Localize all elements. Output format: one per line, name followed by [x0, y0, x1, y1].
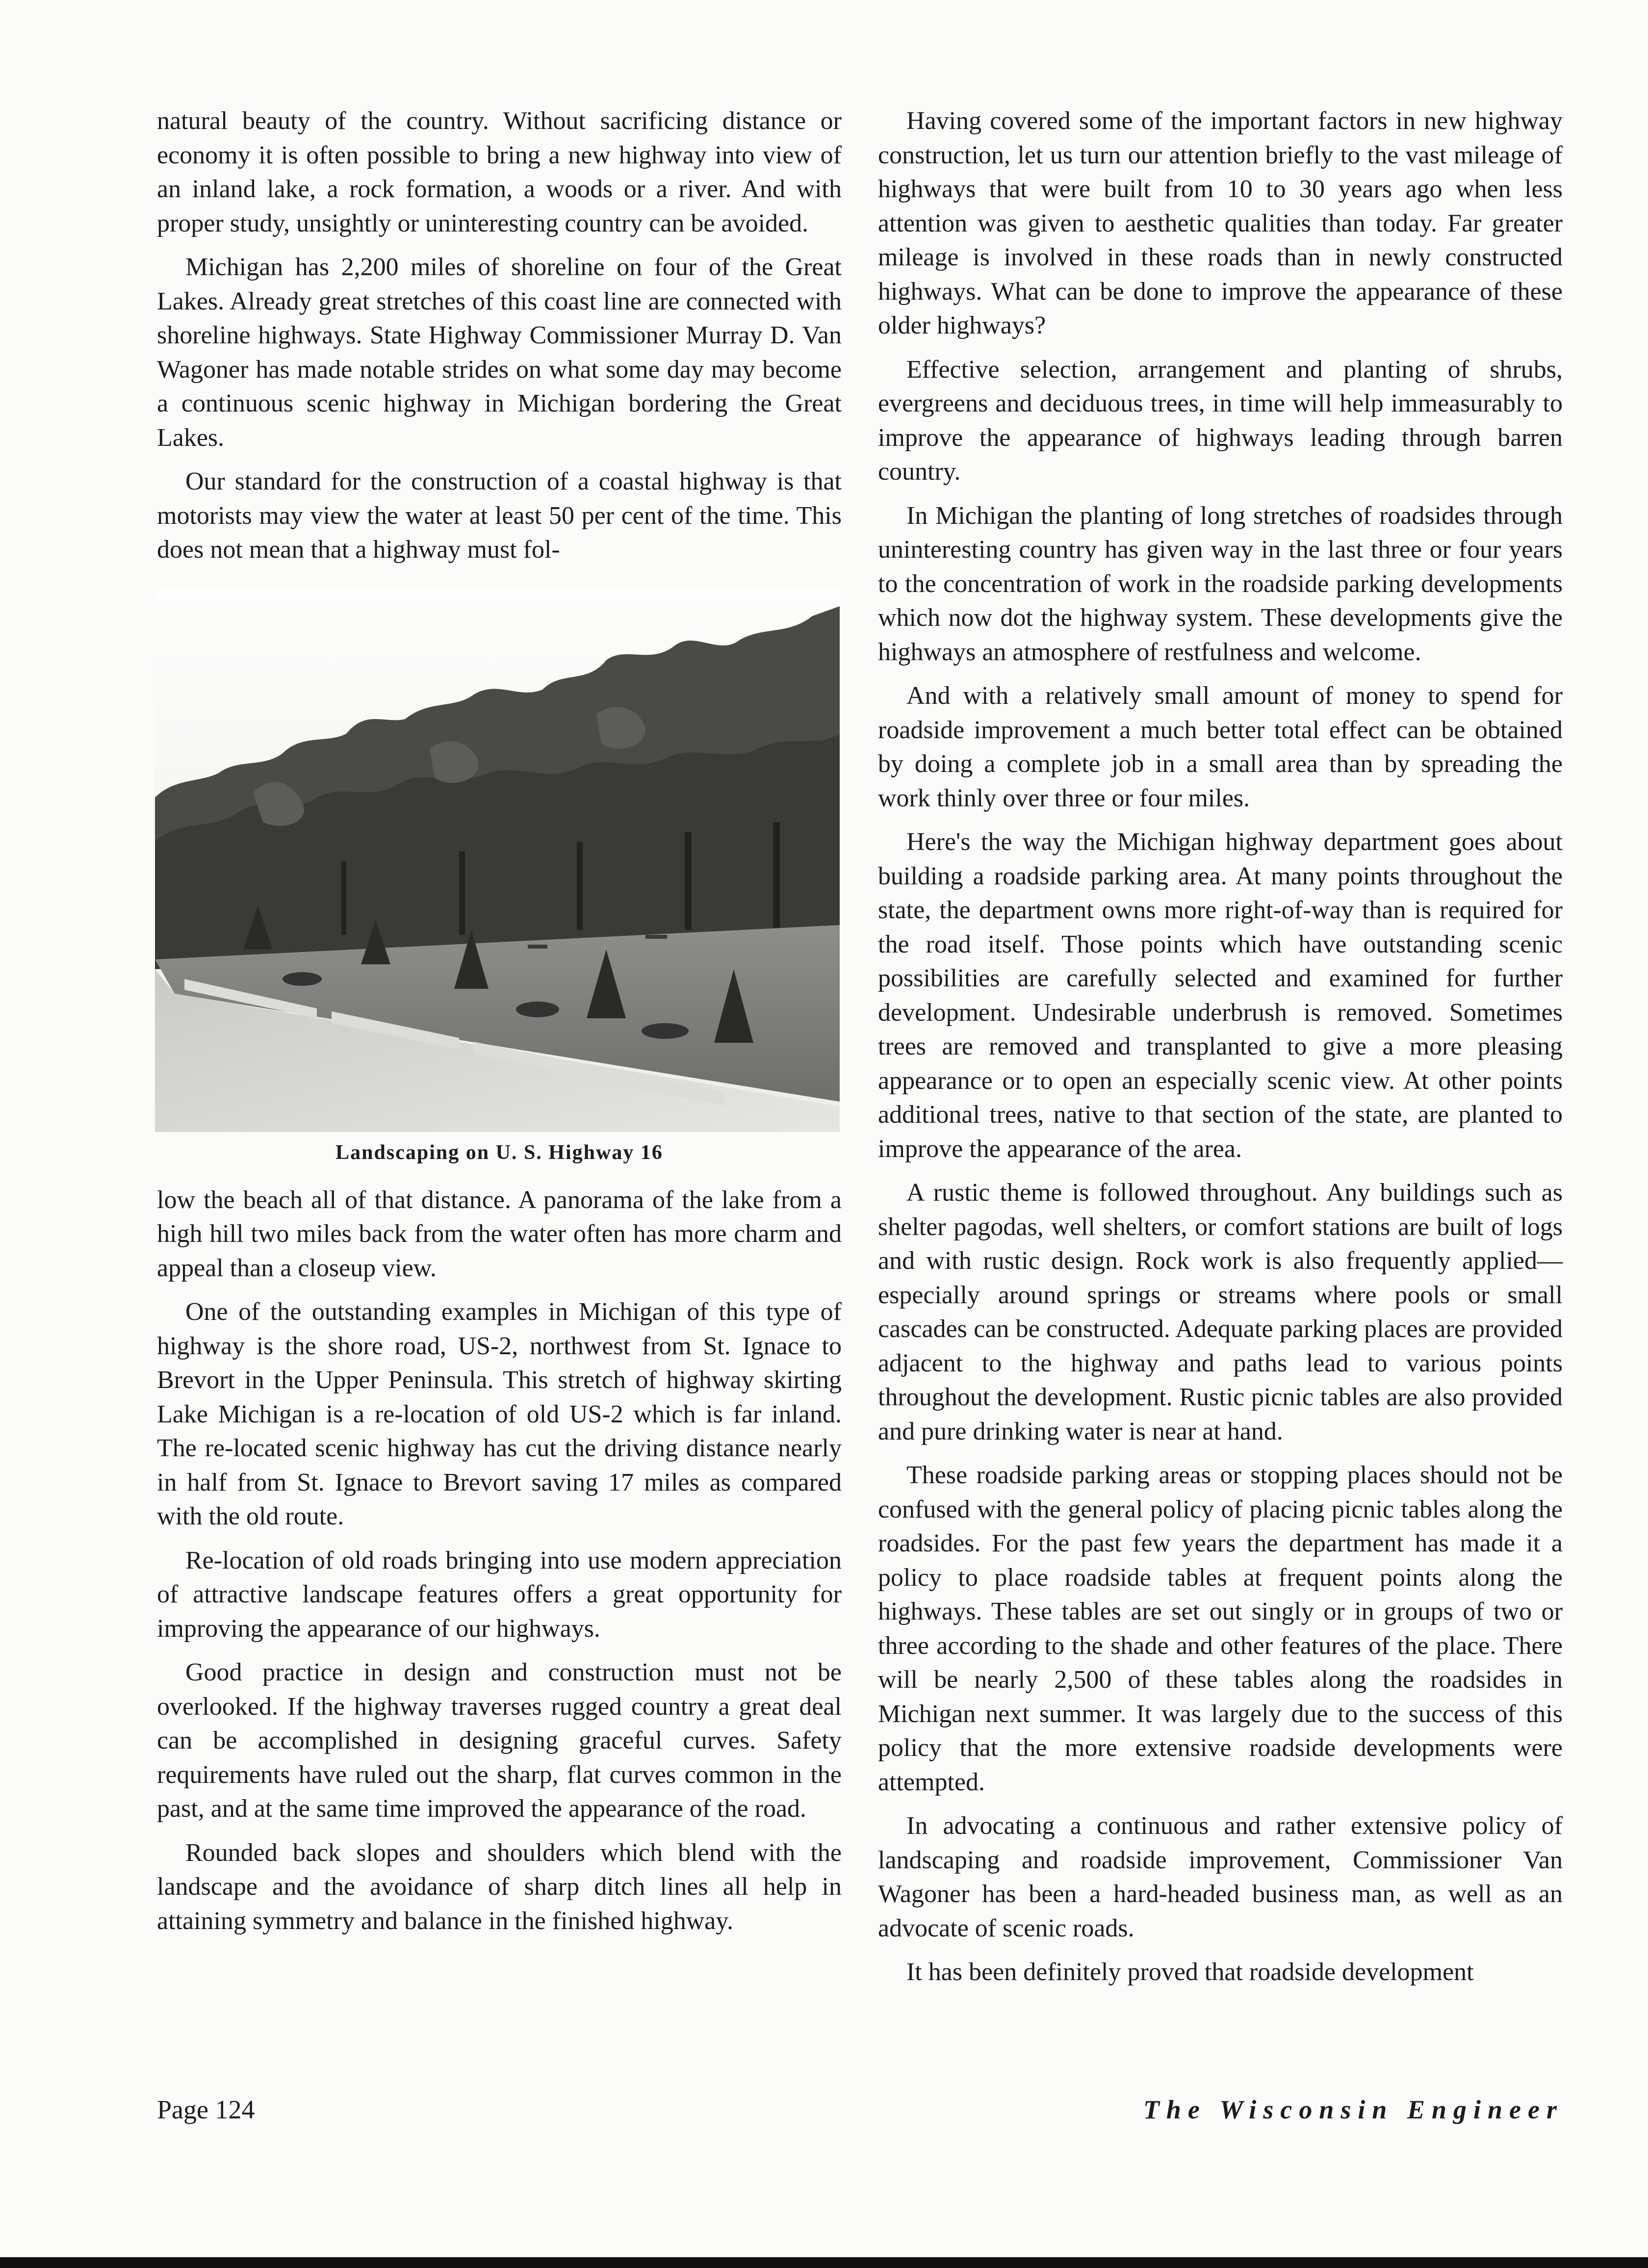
paragraph: Re-location of old roads bringing into use modern appreciation of attractive landscape features offers a great opportunity for improving the appearance of our highways. — [157, 1546, 842, 1643]
paragraph: Rounded back slopes and shoulders which blend with the landscape and the avoidance of sharp ditch lines all help in attaining symmetry and balance in the finished highway. — [157, 1838, 842, 1935]
paragraph: low the beach all of that distance. A panorama of the lake from a high hill two miles back from the water often has more charm and appeal than a closeup view. — [157, 1186, 842, 1282]
paragraph: Effective selection, arrangement and planting of shrubs, evergreens and deciduous trees, in time will help immeasurably to improve the appearance of highways leading through barren country. — [878, 355, 1563, 486]
figure — [157, 587, 842, 1165]
paragraph: And with a relatively small amount of money to spend for roadside improvement a much better total effect can be obtained by doing a complete job in a small area than by spreading the work thinly over three or four miles. — [878, 682, 1563, 812]
paragraph: Having covered some of the important factors in new highway construction, let us turn our attention briefly to the vast mileage of highways that were built from 10 to 30 years ago when less attention was given to aesthetic qualities than today. Far greater mileage is involved in these roads than in newly constructed highways. What can be done to improve the appearance of these older highways? — [878, 107, 1563, 339]
paragraph: In advocating a continuous and rather extensive policy of landscaping and roadside improvement, Commissioner Van Wagoner has been a hard-headed business man, as well as an advocate of scenic roads. — [878, 1812, 1563, 1942]
paragraph: natural beauty of the country. Without sacrificing distance or economy it is often possible to bring a new highway into view of an inland lake, a rock formation, a woods or a river. And with proper study, unsightly or uninteresting country can be avoided. — [157, 107, 842, 237]
scan-edge-band — [0, 2257, 1648, 2268]
paragraph: Here's the way the Michigan highway department goes about building a roadside parking area. At many points throughout the state, the department owns more right-of-way than is required for the road itself. Those points which have outstanding scenic possibilities are carefully selected and examined for further development. Undesirable underbrush is removed. Sometimes trees are removed and transplanted to give a more pleasing appearance or to open an especially scenic view. At other points additional trees, native to that section of the state, are planted to improve the appearance of the area. — [878, 828, 1563, 1163]
paragraph: Michigan has 2,200 miles of shoreline on four of the Great Lakes. Already great stretches of this coast line are connected with shoreline highways. State Highway Commissioner Murray D. Van Wagoner has made notable strides on what some day may become a continuous scenic highway in Michigan bordering the Great Lakes. — [157, 253, 842, 452]
paragraph: These roadside parking areas or stopping places should not be confused with the general policy of placing picnic tables along the roadsides. For the past few years the department has made it a policy to place roadside tables at frequent points along the highways. These tables are set out singly or in groups of two or three according to the shade and other features of the place. There will be nearly 2,500 of these tables along the roadsides in Michigan next summer. It was largely due to the success of this policy that the more extensive roadside developments were attempted. — [878, 1461, 1563, 1796]
paragraph: A rustic theme is followed throughout. Any buildings such as shelter pagodas, well shelters, or comfort stations are built of logs and with rustic design. Rock work is also frequently applied—especially around springs or streams where pools or small cascades can be constructed. Adequate parking places are provided adjacent to the highway and paths lead to various points throughout the development. Rustic picnic tables are also provided and pure drinking water is near at hand. — [878, 1179, 1563, 1445]
journal-title: The Wisconsin Engineer — [1143, 2095, 1564, 2124]
right-column — [878, 104, 1563, 1999]
paragraph: One of the outstanding examples in Michigan of this type of highway is the shore road, US-2, northwest from St. Ignace to Brevort in the Upper Peninsula. This stretch of highway skirting Lake Michigan is a re-location of old US-2 which is far inland. The re-located scenic highway has cut the driving distance nearly in half from St. Ignace to Brevort saving 17 miles as compared with the old route. — [157, 1298, 842, 1530]
highway-landscape-photo — [155, 587, 840, 1132]
paragraph: In Michigan the planting of long stretches of roadsides through uninteresting country has given way in the last three or four years to the concentration of work in the roadside parking developments which now dot the highway system. These developments give the highways an atmosphere of restfulness and welcome. — [878, 501, 1563, 666]
paragraph: It has been definitely proved that roadside development — [906, 1958, 1474, 1986]
paragraph: Good practice in design and construction must not be overlooked. If the highway traverses rugged country a great deal can be accomplished in designing graceful curves. Safety requirements have ruled out the sharp, flat curves common in the past, and at the same time improved the appearance of the road. — [157, 1658, 842, 1823]
left-column — [157, 104, 842, 1948]
page-number: Page 124 — [157, 2095, 255, 2124]
paragraph: Our standard for the construction of a coastal highway is that motorists may view the water at least 50 per cent of the time. This does not mean that a highway must fol- — [157, 467, 842, 564]
photo-caption: Landscaping on U. S. Highway 16 — [335, 1141, 663, 1164]
